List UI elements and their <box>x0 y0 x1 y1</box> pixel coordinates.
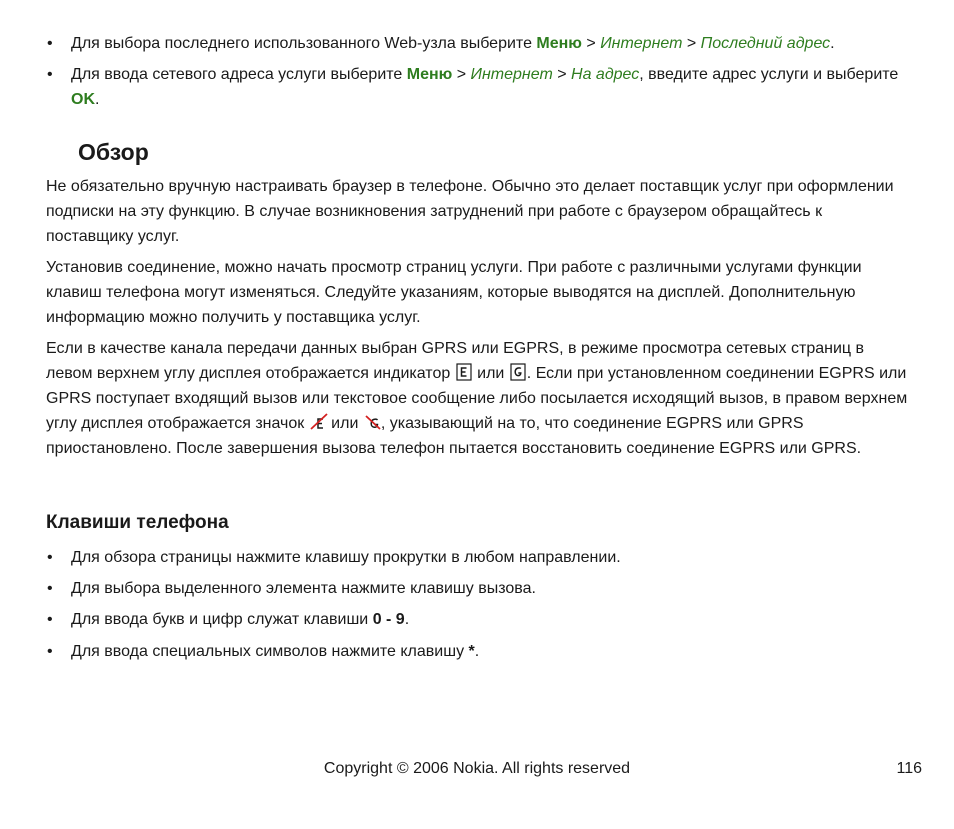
bullet-dot: • <box>47 611 53 628</box>
menu-path-menu: Меню <box>536 35 582 52</box>
bullet-dot: • <box>47 643 53 660</box>
egprs-indicator-icon <box>456 363 472 381</box>
menu-path-to-address: На адрес <box>571 66 640 83</box>
list-item-text: Для выбора выделенного элемента нажмите клавишу вызова. <box>71 580 536 597</box>
list-item <box>47 62 907 112</box>
gprs-suspended-icon <box>364 413 380 431</box>
list-item-text: Для выбора последнего использованного Web-узла выберите Меню > Интернет > Последний адрес. <box>71 35 835 52</box>
egprs-suspended-icon <box>310 413 326 431</box>
menu-path-menu: Меню <box>406 66 453 83</box>
copyright-text: Copyright © 2006 Nokia. All rights reserved <box>323 760 631 777</box>
list-item <box>47 545 907 570</box>
page-number: 116 <box>896 760 922 777</box>
bullet-dot: • <box>47 580 53 597</box>
list-item-text: Для обзора страницы нажмите клавишу прокрутки в любом направлении. <box>71 549 621 566</box>
list-item-text: Для ввода специальных символов нажмите клавишу *. <box>71 643 480 660</box>
list-item-text: Для ввода букв и цифр служат клавиши 0 - 9. <box>71 611 410 628</box>
ok-softkey: OK <box>71 91 95 108</box>
list-item <box>47 607 907 632</box>
paragraph: Не обязательно вручную настраивать браузер в телефоне. Обычно это делает поставщик услуг при оформлении подписки на эту функцию. В случае возникновения затруднений при работе с браузером обращайтесь к поставщику услуг. <box>46 178 894 245</box>
paragraph: Если в качестве канала передачи данных выбран GPRS или EGPRS, в режиме просмотра сетевых страниц в левом верхнем углу дисплея отображается индикатор или . Если при установленном соединении EGPRS или GPRS поступает входящий вызов или текстовое сообщение либо посылается исходящий вызов, в правом верхнем углу дисплея отображается значок или , указывающий на то, что соединение EGPRS или GPRS приостановлено. После завершения вызова телефон пытается восстановить соединение EGPRS или GPRS. <box>46 340 908 457</box>
list-item <box>47 639 907 664</box>
subsection-title: Клавиши телефона <box>46 512 229 533</box>
paragraph: Установив соединение, можно начать просмотр страниц услуги. При работе с различными услугами функции клавиш телефона могут изменяться. Следуйте указаниям, которые выводятся на дисплей. Дополнительную информацию можно получить у поставщика услуг. <box>46 259 862 326</box>
menu-path-internet: Интернет <box>470 66 553 83</box>
list-item-text: Для ввода сетевого адреса услуги выберите Меню > Интернет > На адрес, введите адрес услуги и выберите OK. <box>71 66 899 108</box>
menu-path-last-address: Последний адрес <box>700 35 831 52</box>
gprs-indicator-icon <box>510 363 526 381</box>
key-label: * <box>468 643 475 660</box>
bullet-dot: • <box>47 66 53 83</box>
menu-path-internet: Интернет <box>600 35 683 52</box>
section-title: Обзор <box>78 139 149 165</box>
list-item <box>47 576 907 601</box>
bullet-dot: • <box>47 549 53 566</box>
key-label: 0 - 9 <box>372 611 405 628</box>
bullet-dot: • <box>47 35 53 52</box>
list-item <box>47 31 907 56</box>
